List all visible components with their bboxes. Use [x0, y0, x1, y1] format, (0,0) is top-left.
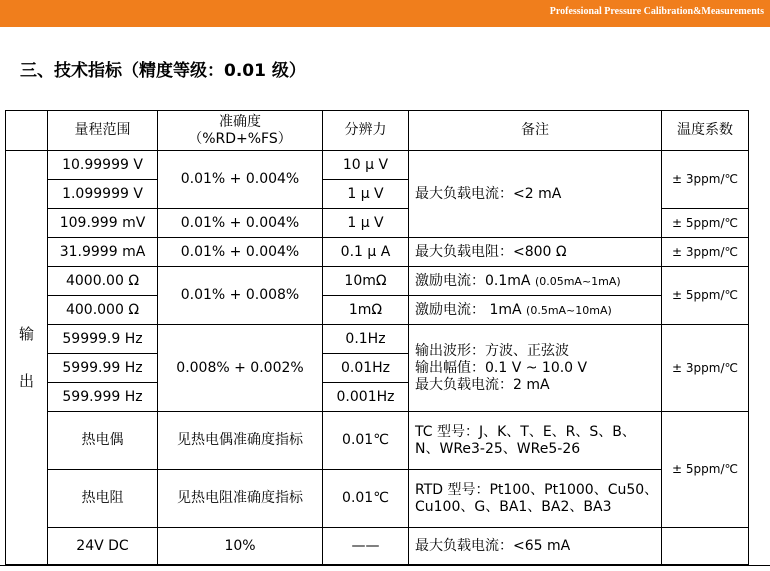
- table-row: [6, 151, 749, 180]
- cell-accuracy: 见热电阻准确度指标: [158, 470, 323, 528]
- header-temp: 温度系数: [662, 111, 749, 151]
- note-line: 输出波形：方波、正弦波: [415, 342, 569, 359]
- cell-accuracy: 0.01% + 0.004%: [158, 238, 323, 267]
- cell-range: 热电偶: [48, 412, 158, 470]
- cell-resolution: 1 μ V: [323, 180, 409, 209]
- table-row: [6, 238, 749, 267]
- cell-note: 最大负载电流：<2 mA: [409, 151, 662, 238]
- table-row: [6, 470, 749, 528]
- cell-range: 热电阻: [48, 470, 158, 528]
- cell-range: 1.099999 V: [48, 180, 158, 209]
- cell-temp: ± 3ppm/℃: [662, 325, 749, 412]
- section-title: 三、技术指标（精度等级：0.01 级）: [20, 61, 306, 81]
- header-accuracy-line1: 准确度: [219, 113, 261, 130]
- spec-table: [5, 110, 749, 565]
- note-line: TC 型号：J、K、T、E、R、S、B、: [415, 423, 636, 440]
- side-label-char-1: 输: [18, 324, 34, 343]
- header-notes: 备注: [409, 111, 662, 151]
- cell-range: 599.999 Hz: [48, 383, 158, 412]
- note-small: (0.5mA~10mA): [526, 303, 612, 317]
- table-row: [6, 325, 749, 354]
- cell-note: [409, 412, 662, 470]
- header-resolution: 分辨力: [323, 111, 409, 151]
- cell-resolution: 0.1Hz: [323, 325, 409, 354]
- cell-resolution: 0.01℃: [323, 412, 409, 470]
- cell-range: 59999.9 Hz: [48, 325, 158, 354]
- cell-temp: ± 5ppm/℃: [662, 412, 749, 528]
- cell-note: [409, 296, 662, 325]
- cell-resolution: 0.1 μ A: [323, 238, 409, 267]
- table-row: [6, 528, 749, 565]
- cell-resolution: 0.01℃: [323, 470, 409, 528]
- cell-resolution: 10mΩ: [323, 267, 409, 296]
- cell-range: 24V DC: [48, 528, 158, 565]
- cell-range: 4000.00 Ω: [48, 267, 158, 296]
- cell-range: 10.99999 V: [48, 151, 158, 180]
- cell-temp: ± 5ppm/℃: [662, 209, 749, 238]
- cell-accuracy: 0.01% + 0.008%: [158, 267, 323, 325]
- cell-resolution: 1 μ V: [323, 209, 409, 238]
- bottom-divider: [0, 565, 770, 566]
- cell-accuracy: 0.01% + 0.004%: [158, 151, 323, 209]
- cell-temp: ± 5ppm/℃: [662, 267, 749, 325]
- header-range: 量程范围: [48, 111, 158, 151]
- cell-range: 400.000 Ω: [48, 296, 158, 325]
- side-label-output: [6, 151, 48, 565]
- cell-accuracy: 0.008% + 0.002%: [158, 325, 323, 412]
- table-header-row: [6, 111, 749, 151]
- cell-note: [409, 267, 662, 296]
- table-row: [6, 267, 749, 296]
- side-label-char-2: 出: [18, 371, 34, 390]
- note-main: 激励电流： 1mA: [415, 301, 522, 318]
- cell-temp: ± 3ppm/℃: [662, 238, 749, 267]
- cell-resolution: ——: [323, 528, 409, 565]
- cell-resolution: 0.001Hz: [323, 383, 409, 412]
- header-brand: Professional Pressure Calibration&Measurements: [549, 6, 764, 17]
- cell-note: [409, 470, 662, 528]
- header-bar: [0, 0, 770, 27]
- cell-temp-empty: [662, 528, 749, 565]
- header-blank: [6, 111, 48, 151]
- cell-note: 最大负载电阻：<800 Ω: [409, 238, 662, 267]
- cell-accuracy: 见热电偶准确度指标: [158, 412, 323, 470]
- header-accuracy-line2: （%RD+%FS）: [188, 130, 292, 147]
- cell-accuracy: 0.01% + 0.004%: [158, 209, 323, 238]
- cell-note: [409, 325, 662, 412]
- cell-range: 109.999 mV: [48, 209, 158, 238]
- note-small: (0.05mA~1mA): [534, 274, 621, 288]
- note-line: 输出幅值：0.1 V ~ 10.0 V: [415, 359, 588, 376]
- cell-accuracy: 10%: [158, 528, 323, 565]
- note-line: N、WRe3-25、WRe5-26: [415, 440, 581, 457]
- cell-range: 31.9999 mA: [48, 238, 158, 267]
- cell-temp: ± 3ppm/℃: [662, 151, 749, 209]
- cell-range: 5999.99 Hz: [48, 354, 158, 383]
- table-row: [6, 296, 749, 325]
- cell-resolution: 10 μ V: [323, 151, 409, 180]
- header-accuracy: [158, 111, 323, 151]
- table-row: [6, 412, 749, 470]
- note-line: 最大负载电流：2 mA: [415, 376, 550, 393]
- note-line: Cu100、G、BA1、BA2、BA3: [415, 498, 612, 515]
- note-line: RTD 型号：Pt100、Pt1000、Cu50、: [415, 481, 659, 498]
- cell-note: 最大负载电流：<65 mA: [409, 528, 662, 565]
- cell-resolution: 0.01Hz: [323, 354, 409, 383]
- cell-resolution: 1mΩ: [323, 296, 409, 325]
- note-main: 激励电流：0.1mA: [415, 272, 531, 289]
